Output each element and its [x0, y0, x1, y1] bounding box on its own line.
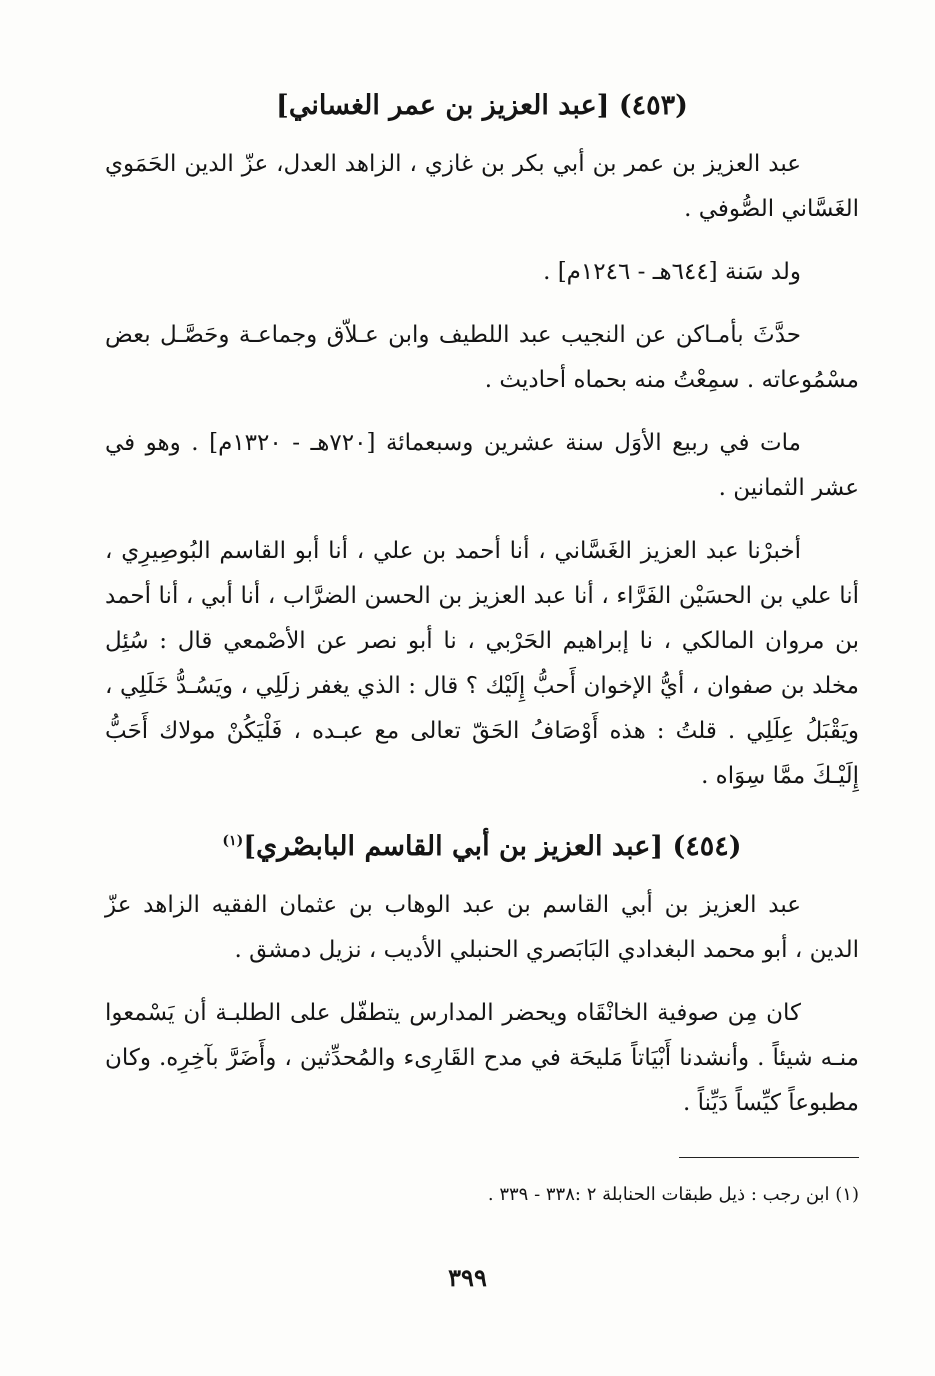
- entry-453-paragraph-2: ولد سَنة [٦٤٤هـ - ١٢٤٦م] .: [543, 259, 801, 285]
- entry-454-paragraph-2: كان مِن صوفية الخانْقَاه ويحضر المدارس يتطفّل على الطلبـة أن يَسْمعوا منـه شيئاً . وأنشدنا أَبْيَاتاً مَليحَة في مدح القَارِىء والمُحدِّثين ، وأَضَرَّ بآخِرِه. وكان مطبوعاً كيِّساً دَيِّناً .: [105, 1000, 859, 1116]
- footnote-marker: (١): [222, 833, 244, 849]
- footnote-divider: [679, 1157, 859, 1158]
- entry-454-heading: [105, 821, 859, 867]
- entry-453-paragraph-5: أخبرْنا عبد العزيز الغَسَّاني ، أنا أحمد بن علي ، أنا أبو القاسم البُوصِيرِي ، أنا علي بن الحسَيْن الفَرَّاء ، أنا عبد العزيز بن الحسن الضرَّاب ، أنا أبي ، أنا أحمد بن مروان المالكي ، نا إبراهيم الحَرْبي ، نا أبو نصر عن الأصْمعي قال : سُئِل مخلد بن صفوان ، أيُّ الإخوان أَحبُّ إِلَيْك ؟ قال : الذي يغفر زلَلِي ، ويَسُـدُّ خَلَلِي ، ويَقْبَلُ عِلَلِي . قلتُ : هذه أَوْصَافُ الحَقّ تعالى مع عبـده ، فَلْيَكُنْ مولاك أَحَبُّ إِلَيْـكَ ممَّا سِوَاه .: [105, 538, 859, 789]
- page-body: [105, 86, 859, 1144]
- entry-453-paragraph-3: حدَّثَ بأمـاكن عن النجيب عبد اللطيف وابن عـلاّق وجماعـة وحَصَّـل بعض مسْمُوعاته . سمِعْتُ منه بحماه أحاديث .: [105, 322, 859, 393]
- entry-453-heading: (٤٥٣) [عبد العزيز بن عمر الغساني]: [276, 90, 688, 121]
- page-number: ٣٩٩: [448, 1263, 487, 1292]
- footnote: (١) ابن رجب : ذيل طبقات الحنابلة ٢ :٣٣٨ - ٣٣٩ .: [487, 1184, 859, 1205]
- entry-453-paragraph-1: عبد العزيز بن عمر بن أبي بكر بن غازي ، الزاهد العدل، عزّ الدين الحَمَوي الغَسَّاني الصُّوفي .: [105, 151, 859, 222]
- entry-453-paragraph-4: مات في ربيع الأوَل سنة عشرين وسبعمائة [٧٢٠هـ - ١٣٢٠م] . وهو في عشر الثمانين .: [105, 430, 859, 501]
- entry-454-paragraph-1: عبد العزيز بن أبي القاسم بن عبد الوهاب بن عثمان الفقيه الزاهد عزّ الدين ، أبو محمد البغدادي البَابَصري الحنبلي الأديب ، نزيل دمشق .: [105, 892, 859, 963]
- entry-454-heading-text: (٤٥٤) [عبد العزيز بن أبي القاسم البابصْري]: [243, 831, 742, 862]
